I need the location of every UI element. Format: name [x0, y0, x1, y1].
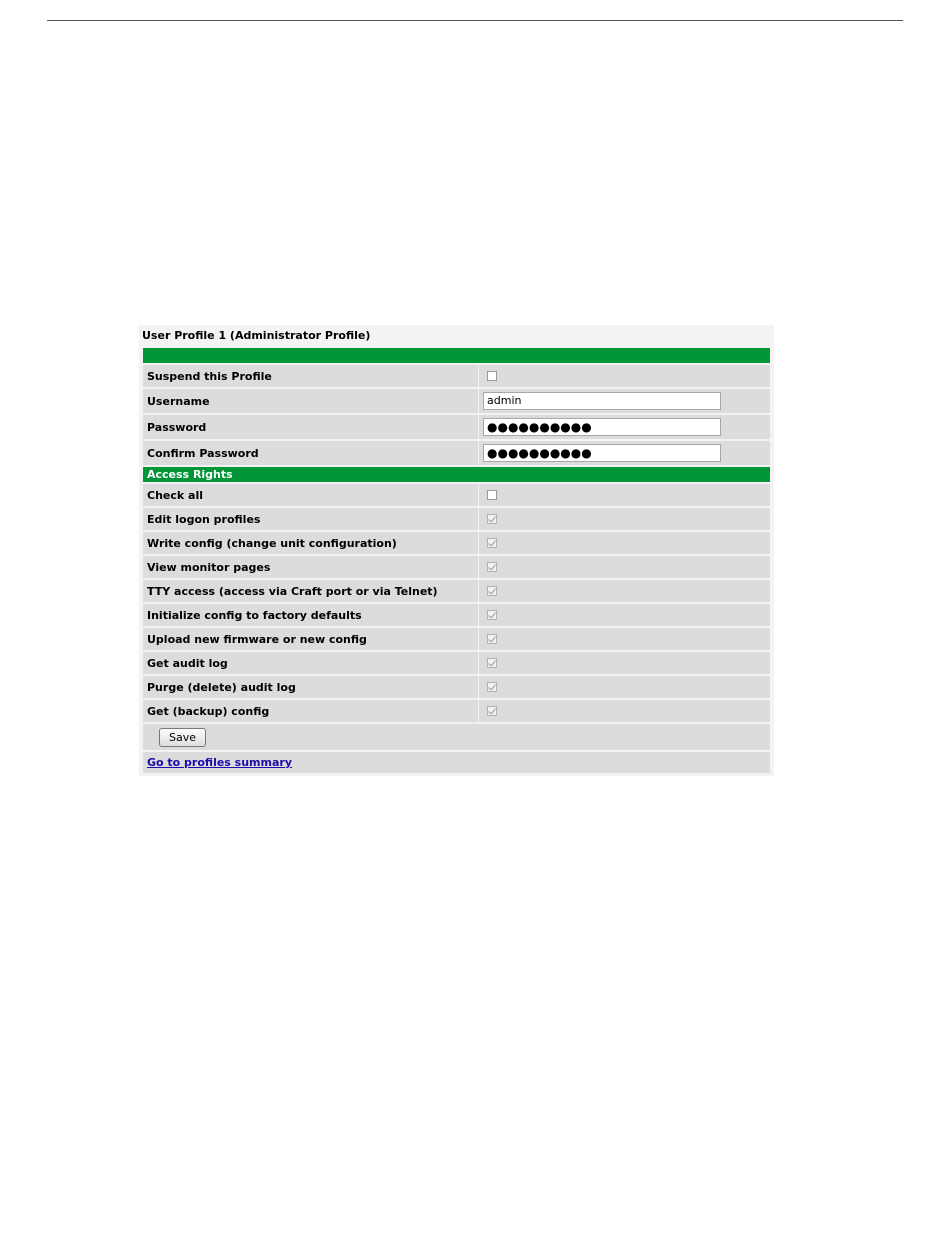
- get-backup-config-checkbox[interactable]: [487, 706, 497, 716]
- confirm-password-input[interactable]: ●●●●●●●●●●: [483, 444, 721, 462]
- access-right-label: View monitor pages: [143, 556, 479, 578]
- access-right-label: TTY access (access via Craft port or via Telnet): [143, 580, 479, 602]
- access-right-label: Get audit log: [143, 652, 479, 674]
- page-title: User Profile 1 (Administrator Profile): [142, 329, 371, 342]
- edit-logon-profiles-checkbox[interactable]: [487, 514, 497, 524]
- access-right-label: Edit logon profiles: [143, 508, 479, 530]
- password-label: Password: [143, 415, 479, 439]
- access-right-row-edit-logon-profiles: [143, 508, 770, 532]
- access-right-row-tty-access: [143, 580, 770, 604]
- get-audit-log-checkbox[interactable]: [487, 658, 497, 668]
- purge-audit-log-checkbox[interactable]: [487, 682, 497, 692]
- access-right-row-view-monitor-pages: [143, 556, 770, 580]
- initialize-config-checkbox[interactable]: [487, 610, 497, 620]
- confirm-password-label: Confirm Password: [143, 441, 479, 465]
- upload-firmware-checkbox[interactable]: [487, 634, 497, 644]
- profile-table: [143, 348, 770, 775]
- access-right-label: Purge (delete) audit log: [143, 676, 479, 698]
- access-right-label: Get (backup) config: [143, 700, 479, 722]
- access-right-row-get-backup-config: [143, 700, 770, 724]
- username-label: Username: [143, 389, 479, 413]
- suspend-profile-label: Suspend this Profile: [143, 365, 479, 387]
- view-monitor-pages-checkbox[interactable]: [487, 562, 497, 572]
- access-right-row-upload-firmware: [143, 628, 770, 652]
- access-right-row-check-all: [143, 484, 770, 508]
- check-all-checkbox[interactable]: [487, 490, 497, 500]
- tty-access-checkbox[interactable]: [487, 586, 497, 596]
- confirm-password-row: [143, 441, 770, 467]
- username-row: [143, 389, 770, 415]
- access-right-row-purge-audit-log: [143, 676, 770, 700]
- access-right-label: Check all: [143, 484, 479, 506]
- user-profile-panel: [139, 325, 774, 776]
- username-input[interactable]: admin: [483, 392, 721, 410]
- suspend-profile-row: [143, 365, 770, 389]
- access-right-label: Write config (change unit configuration): [143, 532, 479, 554]
- access-rights-heading: Access Rights: [147, 468, 233, 481]
- save-row: [143, 724, 770, 752]
- suspend-profile-checkbox[interactable]: [487, 371, 497, 381]
- access-right-row-write-config: [143, 532, 770, 556]
- save-button[interactable]: Save: [159, 728, 206, 747]
- password-input[interactable]: ●●●●●●●●●●: [483, 418, 721, 436]
- access-right-label: Upload new firmware or new config: [143, 628, 479, 650]
- profiles-summary-link[interactable]: Go to profiles summary: [147, 756, 292, 769]
- page-top-rule: [47, 20, 903, 21]
- access-right-label: Initialize config to factory defaults: [143, 604, 479, 626]
- write-config-checkbox[interactable]: [487, 538, 497, 548]
- password-row: [143, 415, 770, 441]
- access-rights-header: [143, 467, 770, 484]
- summary-link-row: [143, 752, 770, 775]
- table-header-bar: [143, 348, 770, 365]
- access-right-row-initialize-config: [143, 604, 770, 628]
- access-right-row-get-audit-log: [143, 652, 770, 676]
